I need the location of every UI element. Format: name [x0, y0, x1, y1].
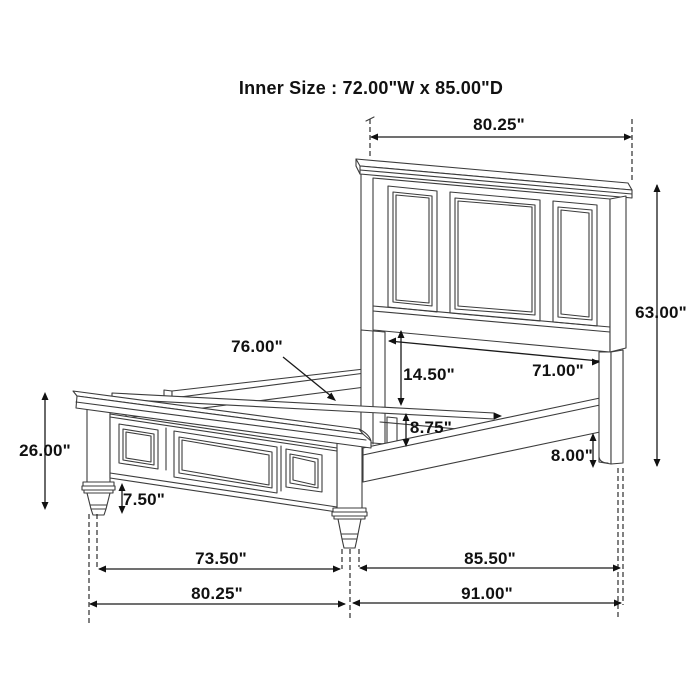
dim-footboard-width-label: 80.25": [191, 584, 243, 603]
dim-footboard-height-label: 26.00": [19, 441, 71, 460]
dim-overall-length-label: 91.00": [461, 584, 513, 603]
dim-slat-support-height-label: 8.75": [409, 418, 453, 437]
dim-headboard-width-label: 80.25": [473, 115, 525, 134]
dim-footboard-clearance-label: 7.50": [122, 490, 166, 509]
dim-headboard-height-label: 63.00": [635, 303, 687, 322]
headboard-drawing: [356, 159, 632, 440]
dim-footboard-inner-span-label: 73.50": [195, 549, 247, 568]
dim-slat-length-label: 76.00": [231, 337, 283, 356]
dim-rail-floor-clearance-label: 8.00": [550, 446, 594, 465]
dim-headboard-clearance-label: 14.50": [403, 365, 455, 384]
footboard-drawing: [73, 391, 371, 548]
dim-inner-width-label: 71.00": [532, 361, 584, 380]
dim-rail-length-label: 85.50": [464, 549, 516, 568]
page-title: Inner Size : 72.00"W x 85.00"D: [238, 78, 504, 98]
